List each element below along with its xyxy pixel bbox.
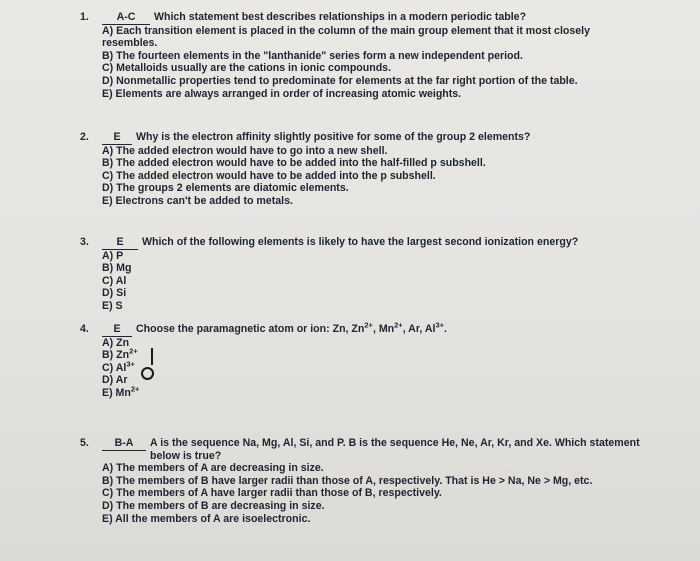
question-text: Choose the paramagnetic atom or ion: Zn, $Zn^{2+}$, $Mn^{2+}$, Ar, $Al^{3+}$. bbox=[136, 320, 447, 335]
question-2 bbox=[80, 131, 680, 208]
answer-blank: B-A bbox=[102, 437, 146, 451]
option-c: C) $Al^{3+}$ bbox=[102, 359, 135, 374]
question-text: A is the sequence Na, Mg, Al, Si, and P. B is the sequence He, Ne, Ar, Kr, and Xe. Which statement below is true? bbox=[150, 437, 640, 462]
option-b: B) The members of B have larger radii than those of A, respectively. That is He > Na, Ne > Mg, etc. bbox=[102, 474, 593, 487]
option-b: B) The added electron would have to be added into the half-filled p subshell. bbox=[102, 157, 486, 170]
options-list bbox=[102, 145, 680, 208]
question-number: 2. bbox=[80, 131, 89, 143]
question-text: Which of the following elements is likely to have the largest second ionization energy? bbox=[142, 236, 579, 248]
question-text: Why is the electron affinity slightly positive for some of the group 2 elements? bbox=[136, 131, 531, 143]
option-b: B) $Zn^{2+}$ bbox=[102, 346, 138, 362]
options-list bbox=[102, 25, 642, 101]
question-1 bbox=[80, 11, 680, 100]
pen-stroke-mark bbox=[151, 348, 153, 365]
answer-blank: E bbox=[102, 131, 132, 145]
option-a: A) Each transition element is placed in the column of the main group element that it most closely resembles. bbox=[102, 24, 590, 50]
option-c: C) Metalloids usually are the cations in ionic compounds. bbox=[102, 62, 392, 75]
option-e: E) All the members of A are isoelectronic. bbox=[102, 512, 311, 525]
option-c: C) The added electron would have to be added into the p subshell. bbox=[102, 169, 436, 182]
question-number: 3. bbox=[80, 236, 89, 248]
option-d: D) The groups 2 elements are diatomic elements. bbox=[102, 182, 349, 195]
question-number: 1. bbox=[80, 11, 89, 23]
option-d: D) Nonmetallic properties tend to predominate for elements at the far right portion of the table. bbox=[102, 74, 578, 87]
option-b: B) The fourteen elements in the "lanthanide" series form a new independent period. bbox=[102, 49, 523, 62]
options-list bbox=[102, 250, 680, 313]
question-5 bbox=[80, 437, 680, 525]
option-e: E) $Mn^{2+}$ bbox=[102, 384, 140, 399]
option-e: E) Elements are always arranged in order of increasing atomic weights. bbox=[102, 87, 462, 100]
question-4 bbox=[80, 320, 680, 400]
option-a: A) The added electron would have to go into a new shell. bbox=[102, 144, 388, 157]
hand-drawn-circle-mark bbox=[141, 367, 154, 380]
option-c: C) The members of A have larger radii than those of B, respectively. bbox=[102, 487, 442, 500]
option-e: E) Electrons can't be added to metals. bbox=[102, 194, 293, 207]
question-number: 5. bbox=[80, 437, 89, 449]
option-d: D) The members of B are decreasing in size. bbox=[102, 499, 325, 512]
option-a: A) Zn bbox=[102, 336, 130, 349]
answer-blank: E bbox=[102, 323, 132, 337]
question-number: 4. bbox=[80, 323, 89, 335]
answer-blank: A-C bbox=[102, 11, 150, 25]
options-list bbox=[102, 337, 680, 400]
option-e: E) S bbox=[102, 299, 123, 312]
question-text: Which statement best describes relationships in a modern periodic table? bbox=[154, 11, 527, 23]
options-list bbox=[102, 462, 680, 525]
option-b: B) Mg bbox=[102, 262, 132, 275]
option-c: C) Al bbox=[102, 274, 127, 287]
option-a: A) The members of A are decreasing in size. bbox=[102, 462, 324, 475]
option-a: A) P bbox=[102, 249, 124, 262]
answer-blank: E bbox=[102, 236, 138, 250]
option-d: D) Si bbox=[102, 287, 127, 300]
option-d: D) Ar bbox=[102, 374, 128, 387]
question-3 bbox=[80, 236, 680, 313]
